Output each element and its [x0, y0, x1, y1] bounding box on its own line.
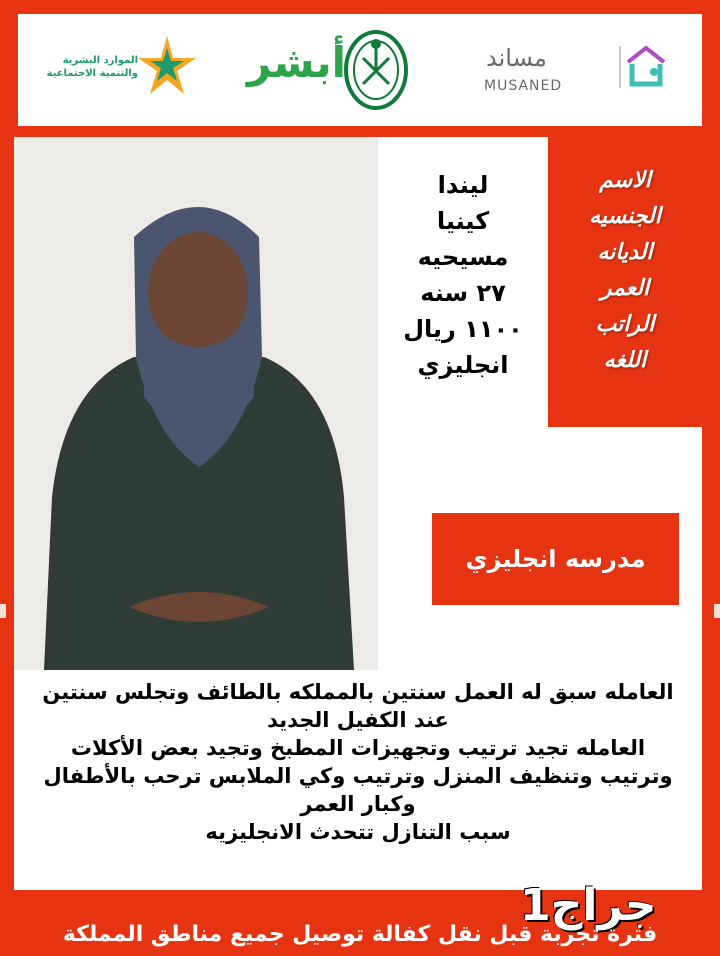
- musaned-name-en: MUSANED: [484, 78, 563, 94]
- religion-value: مسيحيه: [417, 243, 509, 271]
- musaned-house-icon: [618, 42, 674, 92]
- language-label: اللغه: [603, 348, 647, 373]
- nationality-value: كينيا: [436, 207, 490, 235]
- job-title-badge: مدرسه انجليزي: [432, 513, 679, 605]
- saudi-emblem-icon: [341, 28, 411, 112]
- nationality-label: الجنسيه: [589, 204, 661, 229]
- footer-text: فترة تجربة قبل نقل كفالة توصيل جميع مناطق المملكة: [62, 922, 658, 947]
- salary-value: ١١٠٠ ريال: [403, 315, 523, 343]
- logo-bar: [18, 14, 702, 126]
- worker-photo: [14, 137, 378, 670]
- age-label: العمر: [600, 276, 650, 301]
- hr-star-icon: [136, 34, 198, 96]
- description-line: سبب التنازل تتحدث الانجليزيه: [205, 820, 511, 844]
- worker-portrait-illustration: [14, 137, 378, 670]
- name-value: ليندا: [437, 171, 489, 199]
- absher-logo: [233, 14, 423, 126]
- profile-values-panel: [378, 137, 548, 427]
- description-panel: [14, 670, 702, 890]
- name-label: الاسم: [599, 168, 651, 193]
- religion-label: الديانه: [597, 240, 653, 265]
- description-line: وكبار العمر: [300, 792, 416, 816]
- stamp-text: جراج1: [520, 880, 657, 931]
- absher-wordmark: أبشر: [247, 38, 347, 87]
- profile-values-list: [378, 167, 548, 383]
- hr-ministry-name: الموارد البشرية والتنمية الاجتماعية: [46, 55, 138, 79]
- right-edge-mark: [714, 604, 720, 618]
- description-line: عند الكفيل الجديد: [267, 708, 449, 732]
- musaned-logo: [448, 14, 702, 126]
- musaned-name-ar: مساند: [486, 44, 547, 72]
- age-value: ٢٧ سنه: [420, 279, 506, 307]
- profile-labels-panel: [550, 137, 700, 427]
- profile-labels-list: [550, 163, 700, 379]
- description-line: العامله تجيد ترتيب وتجهيزات المطبخ وتجيد بعض الأكلات: [70, 736, 646, 760]
- description-line: وترتيب وتنظيف المنزل وترتيب وكي الملابس ترحب بالأطفال: [43, 764, 673, 788]
- salary-label: الراتب: [595, 312, 655, 337]
- left-edge-mark: [0, 604, 6, 618]
- description-line: العامله سبق له العمل سنتين بالمملكه بالطائف وتجلس سنتين: [42, 680, 674, 704]
- language-value: انجليزي: [417, 351, 509, 379]
- description-text: [14, 678, 702, 846]
- hr-ministry-logo: [18, 14, 208, 126]
